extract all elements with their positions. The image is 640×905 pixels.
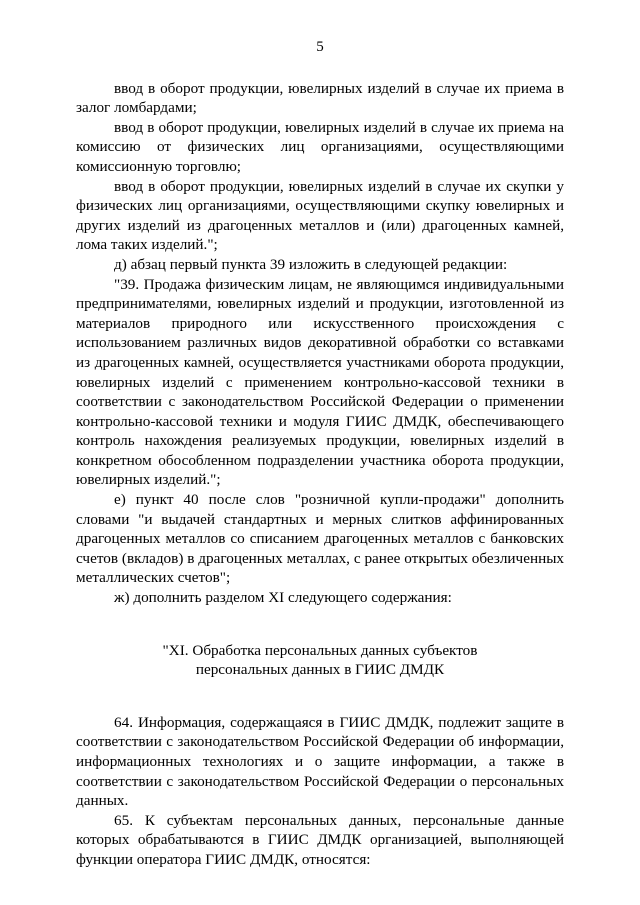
paragraph-item-zh: ж) дополнить разделом XI следующего содержания: bbox=[114, 589, 452, 607]
section-heading-line-1: "XI. Обработка персональных данных субъектов bbox=[162, 641, 478, 659]
paragraph-clause-65: 65. К субъектам персональных данных, персональные данные которых обрабатываются в ГИИС ДМДК организацией, выполняющей функции оператора ГИИС ДМДК, относятся: bbox=[76, 811, 564, 868]
paragraph-item-d: д) абзац первый пункта 39 изложить в следующей редакции: bbox=[114, 255, 508, 273]
paragraph-commission: ввод в оборот продукции, ювелирных изделий в случае их приема на комиссию от физических лиц организациями, осуществляющими комиссионную торговлю; bbox=[76, 118, 564, 175]
paragraph-buyback: ввод в оборот продукции, ювелирных изделий в случае их скупки у физических лиц организациями, осуществляющими скупку ювелирных и других изделий из драгоценных металлов и (или) драгоценных камней, лома таких изделий."; bbox=[76, 177, 564, 254]
section-heading bbox=[76, 641, 564, 680]
paragraph-pawnshop: ввод в оборот продукции, ювелирных изделий в случае их приема в залог ломбардами; bbox=[76, 79, 564, 117]
section-heading-line-2: персональных данных в ГИИС ДМДК bbox=[195, 661, 445, 679]
document-page bbox=[76, 38, 564, 870]
paragraph-item-e: е) пункт 40 после слов "розничной купли-продажи" дополнить словами "и выдачей стандартных и мерных слитков аффинированных драгоценных металлов со списанием драгоценных металлов с банковских счетов (вкладов) в драгоценных металлах, с ранее открытых обезличенных металлических счетов"; bbox=[76, 491, 564, 587]
paragraph-clause-39: "39. Продажа физическим лицам, не являющимся индивидуальными предпринимателями, ювелирных изделий и продукции, изготовленной из материалов природного или искусственного происхождения с использованием различных видов декоративной обработки со вставками из драгоценных камней, осуществляется участниками оборота продукции, ювелирных изделий с применением контрольно-кассовой техники в соответствии с законодательством Российской Федерации о применении контрольно-кассовой техники и модуля ГИИС ДМДК, обеспечивающего контроль нахождения реализуемых продукции, ювелирных изделий в конкретном обособленном подразделении участника оборота продукции, ювелирных изделий."; bbox=[76, 275, 564, 489]
page-number: 5 bbox=[316, 39, 324, 55]
paragraph-clause-64: 64. Информация, содержащаяся в ГИИС ДМДК, подлежит защите в соответствии с законодательством Российской Федерации об информации, информационных технологиях и о защите информации, а также в соответствии с законодательством Российской Федерации о персональных данных. bbox=[76, 713, 564, 810]
